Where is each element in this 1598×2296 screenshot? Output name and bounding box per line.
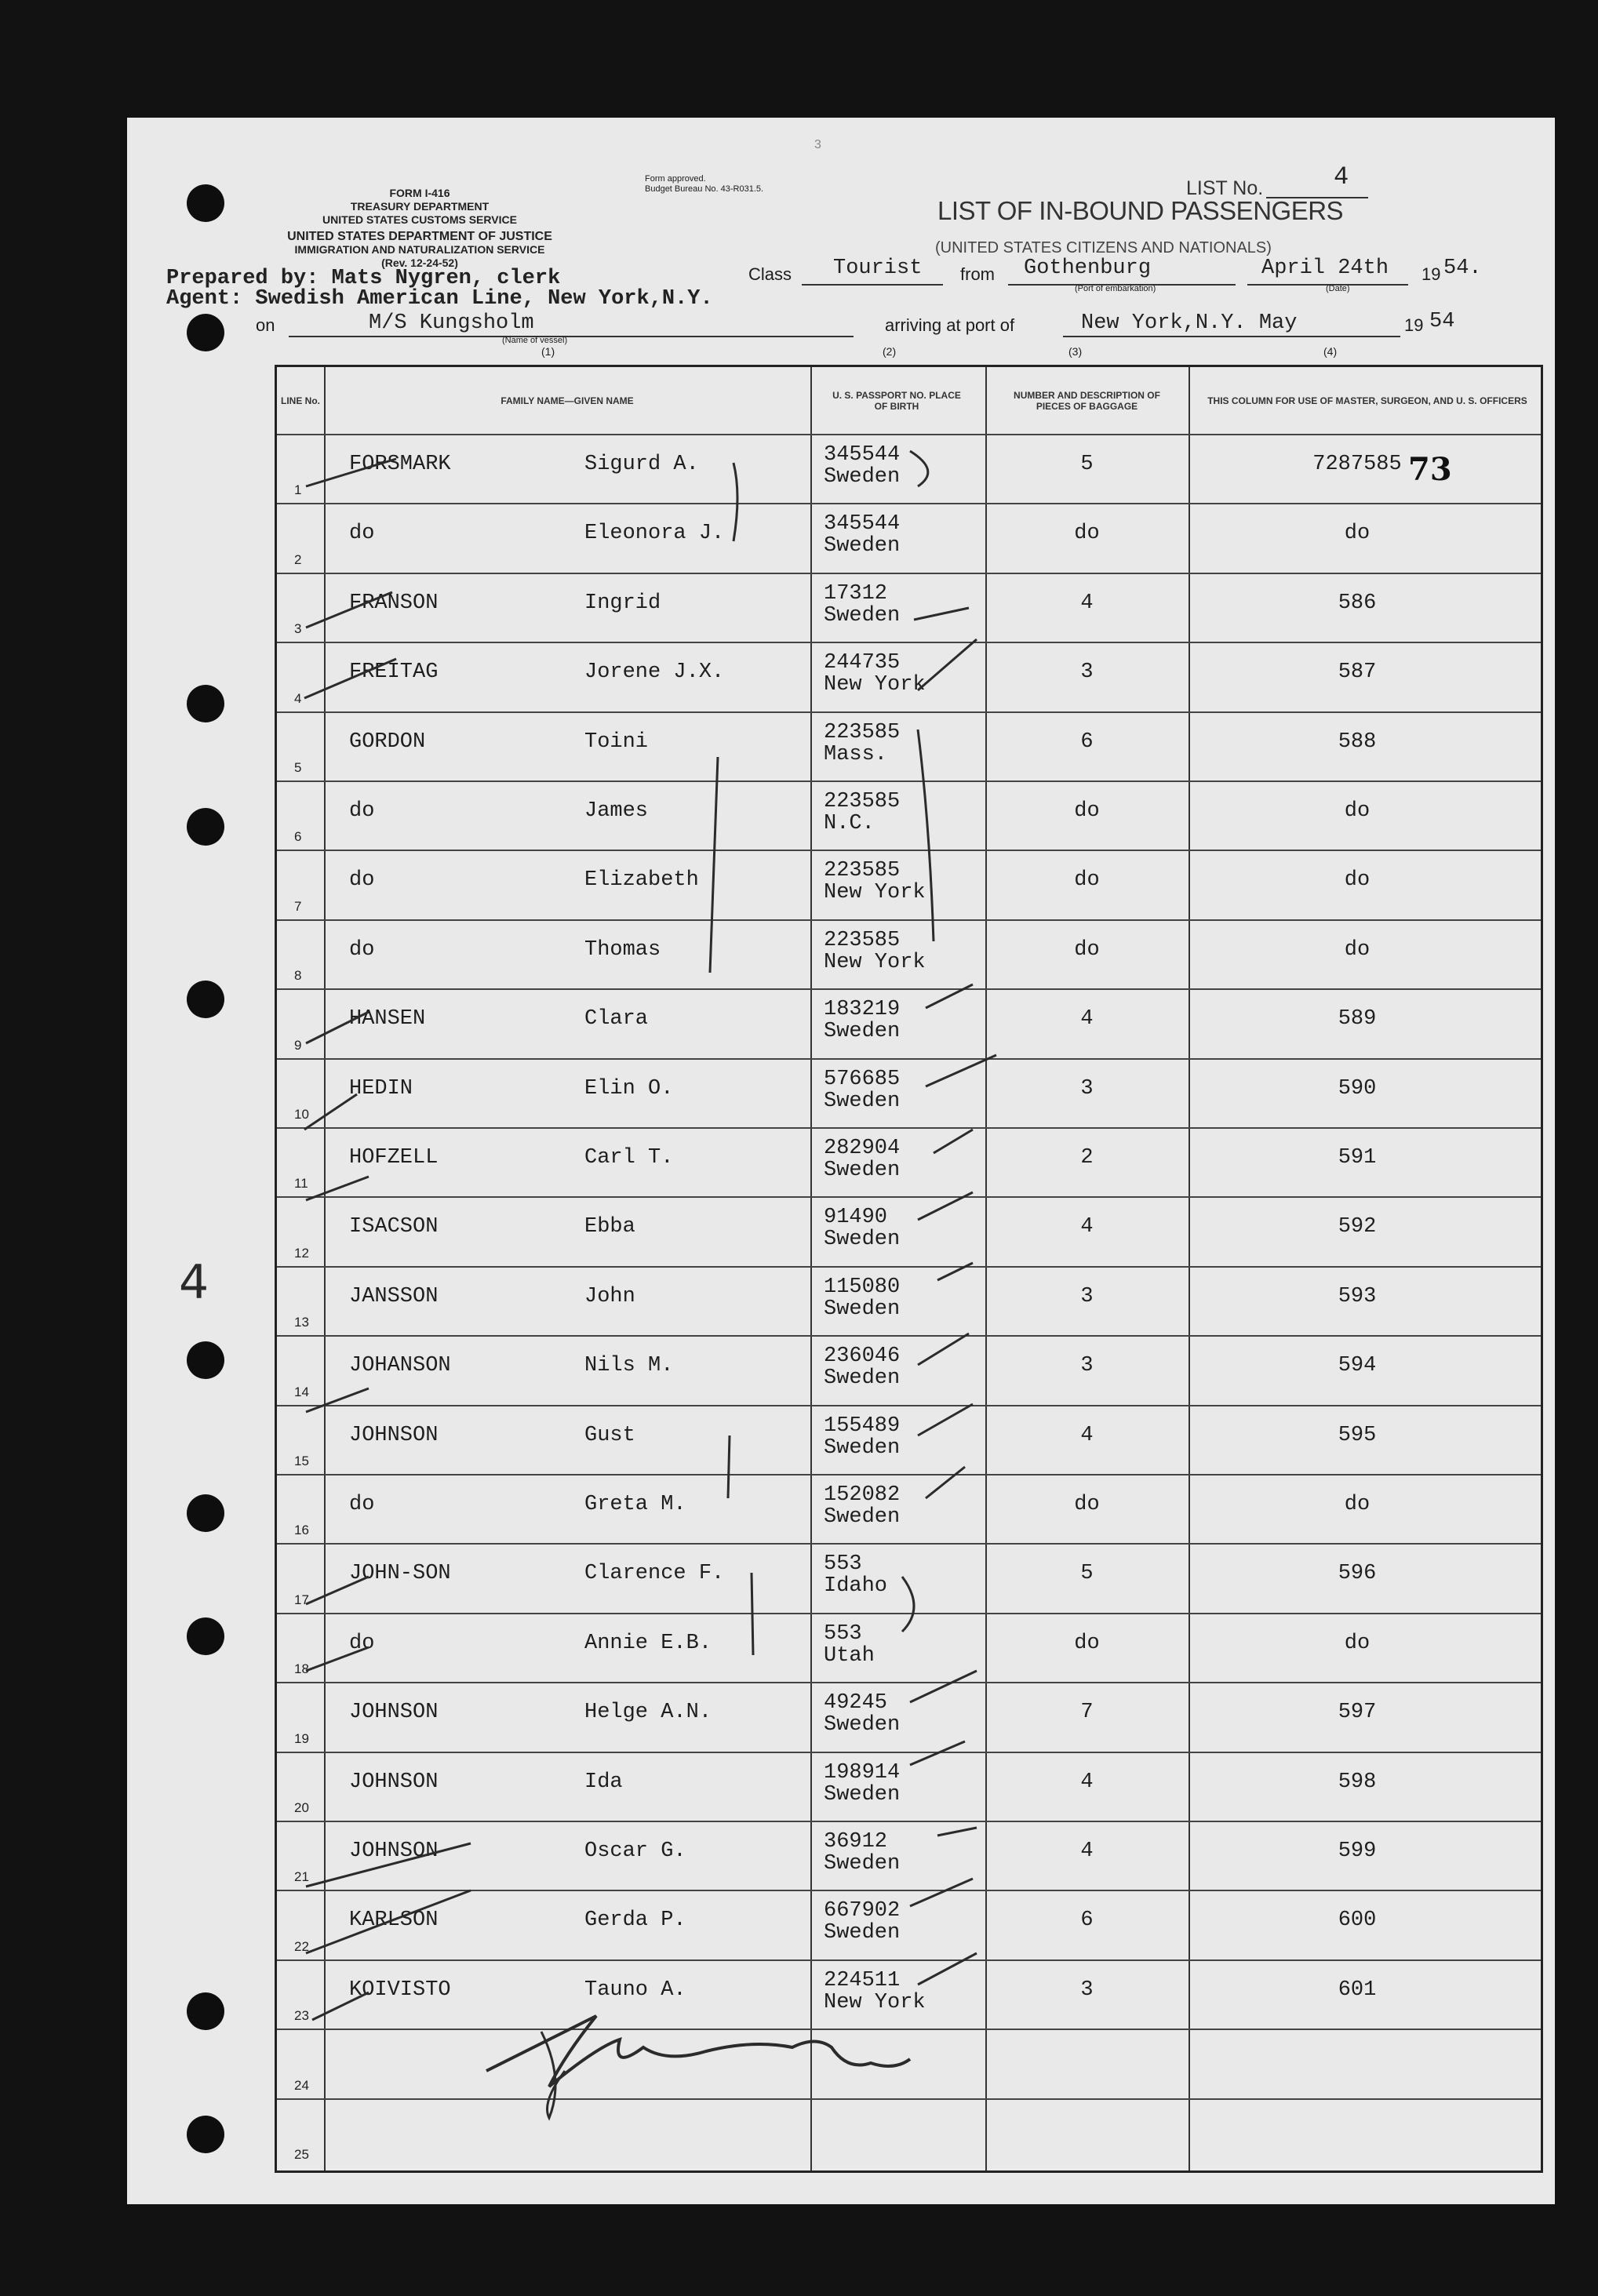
col-header-passport: U. S. PASSPORT NO. PLACE OF BIRTH: [832, 389, 961, 412]
line-number: 12: [294, 1245, 309, 1261]
given-name: Thomas: [584, 937, 661, 962]
officer-number: do: [1344, 868, 1370, 893]
page-mark: 3: [814, 138, 821, 151]
officer-number: do: [1344, 522, 1370, 546]
line-number: 20: [294, 1799, 309, 1815]
birthplace: Sweden: [824, 1852, 901, 1876]
col-ref-1: (1): [541, 345, 555, 358]
passport-number: 282904: [824, 1137, 901, 1160]
arriving-label: arriving at port of: [885, 315, 1015, 335]
baggage-count: do: [1074, 868, 1100, 893]
passport-number: 223585: [824, 720, 901, 744]
check-mark: [926, 1055, 996, 1086]
birthplace: Sweden: [824, 1089, 901, 1113]
bracket-mark: [902, 1577, 914, 1632]
bracket-mark: [918, 730, 934, 941]
baggage-count: 7: [1080, 1701, 1094, 1725]
given-name: Toini: [584, 730, 649, 754]
given-name: James: [584, 799, 649, 823]
family-name: JOHANSON: [349, 1354, 451, 1378]
officer-number: 595: [1338, 1423, 1377, 1447]
officer-number: 596: [1338, 1562, 1377, 1586]
passport-number: 17312: [824, 581, 888, 606]
arrival-year-suffix: 54: [1429, 310, 1455, 333]
check-mark: [918, 1334, 969, 1365]
line-number: 4: [294, 690, 302, 706]
family-name: KARLSON: [349, 1908, 439, 1933]
margin-mark: 4: [179, 1255, 209, 1310]
from-value: Gothenburg: [1024, 257, 1152, 280]
customs-service: UNITED STATES CUSTOMS SERVICE: [322, 213, 517, 226]
birthplace: Sweden: [824, 1366, 901, 1391]
officer-number: do: [1344, 937, 1370, 962]
check-mark: [918, 1404, 973, 1435]
birthplace: Mass.: [824, 742, 888, 766]
passport-number: 223585: [824, 790, 901, 813]
officer-number: 601: [1338, 1978, 1377, 2002]
given-name: Gerda P.: [584, 1908, 686, 1933]
line-number: 6: [294, 829, 302, 845]
family-name: KOIVISTO: [349, 1978, 451, 2002]
passport-number: 244735: [824, 651, 901, 675]
col-ref-3: (3): [1068, 345, 1083, 358]
bracket-mark: [710, 757, 718, 973]
passport-number: 223585: [824, 928, 901, 952]
passport-number: 49245: [824, 1691, 888, 1716]
officer-number: 600: [1338, 1908, 1377, 1933]
check-mark: [918, 1192, 973, 1220]
family-name: HOFZELL: [349, 1146, 439, 1170]
list-no-label: LIST No.: [1186, 177, 1264, 199]
date-caption: (Date): [1326, 284, 1350, 293]
arrival-year-prefix: 19: [1404, 315, 1424, 335]
line-number: 24: [294, 2077, 309, 2093]
family-name: JOHNSON: [349, 1839, 439, 1863]
strike-mark: [306, 459, 396, 486]
check-mark: [937, 1263, 973, 1280]
strike-mark: [306, 1577, 369, 1604]
check-mark: [910, 1879, 973, 1906]
family-name: JOHNSON: [349, 1770, 439, 1794]
baggage-count: 4: [1080, 1770, 1094, 1794]
form-approved-text: Form approved.: [645, 174, 706, 184]
birthplace: Sweden: [824, 1297, 901, 1321]
given-name: Helge A.N.: [584, 1701, 712, 1725]
officer-number: 593: [1338, 1284, 1377, 1308]
strike-mark: [306, 1890, 471, 1953]
bracket-mark: [728, 1435, 730, 1498]
passport-number: 667902: [824, 1899, 901, 1923]
birthplace: Sweden: [824, 1228, 901, 1252]
baggage-count: do: [1074, 1631, 1100, 1655]
check-mark: [934, 1130, 973, 1153]
budget-bureau: Budget Bureau No. 43-R031.5.: [645, 184, 764, 194]
family-name: do: [349, 1631, 375, 1655]
arrival-value: New York,N.Y. May: [1081, 311, 1298, 335]
line-number: 25: [294, 2146, 309, 2162]
baggage-count: do: [1074, 799, 1100, 823]
year-suffix: 54.: [1443, 257, 1482, 280]
birthplace: Sweden: [824, 1435, 901, 1460]
passport-number: 345544: [824, 443, 901, 467]
family-name: do: [349, 868, 375, 893]
line-number: 18: [294, 1661, 309, 1677]
passport-number: 224511: [824, 1968, 901, 1992]
baggage-count: 3: [1080, 660, 1094, 685]
birthplace: Sweden: [824, 1020, 901, 1044]
from-label: from: [960, 264, 995, 284]
line-number: 7: [294, 898, 302, 914]
given-name: Elizabeth: [584, 868, 699, 893]
given-name: Clarence F.: [584, 1562, 725, 1586]
bracket-mark: [910, 451, 928, 486]
given-name: Nils M.: [584, 1354, 674, 1378]
baggage-count: 5: [1080, 453, 1094, 476]
class-label: Class: [748, 264, 792, 284]
passport-number: 345544: [824, 512, 901, 537]
year-prefix: 19: [1421, 264, 1441, 284]
baggage-count: 3: [1080, 1076, 1094, 1101]
birthplace: Sweden: [824, 1713, 901, 1737]
strike-mark: [306, 1388, 369, 1412]
officer-number: do: [1344, 1493, 1370, 1516]
line-number: 21: [294, 1869, 309, 1885]
treasury-dept: TREASURY DEPARTMENT: [350, 200, 490, 213]
strike-mark: [304, 1094, 357, 1130]
passport-number: 183219: [824, 998, 901, 1022]
given-name: Jorene J.X.: [584, 660, 725, 685]
given-name: Clara: [584, 1007, 649, 1032]
justice-dept: UNITED STATES DEPARTMENT OF JUSTICE: [287, 230, 552, 243]
officer-number: 7287585: [1312, 453, 1402, 476]
birthplace: Sweden: [824, 1921, 901, 1945]
officer-number: 586: [1338, 591, 1377, 615]
page-title: LIST OF IN-BOUND PASSENGERS: [937, 196, 1344, 225]
line-number: 8: [294, 968, 302, 984]
col-header-line-no: LINE No.: [281, 395, 320, 406]
baggage-count: 2: [1080, 1146, 1094, 1170]
given-name: Ida: [584, 1770, 623, 1794]
birthplace: New York: [824, 1990, 926, 2014]
line-number: 23: [294, 2008, 309, 2024]
given-name: Eleonora J.: [584, 522, 725, 546]
line-number: 13: [294, 1315, 309, 1330]
line-number: 9: [294, 1037, 302, 1053]
family-name: do: [349, 522, 375, 546]
check-mark: [914, 608, 969, 620]
passport-number: 155489: [824, 1414, 901, 1438]
birthplace: N.C.: [824, 812, 875, 835]
strike-mark: [312, 1992, 369, 2020]
baggage-count: 3: [1080, 1284, 1094, 1308]
vessel-caption: (Name of vessel): [502, 336, 568, 345]
family-name: JOHNSON: [349, 1423, 439, 1447]
given-name: Carl T.: [584, 1146, 674, 1170]
strike-mark: [306, 1177, 369, 1200]
bracket-mark: [733, 463, 737, 541]
agent: Agent: Swedish American Line, New York,N.Y.: [166, 287, 713, 311]
passport-number: 553: [824, 1621, 862, 1646]
family-name: HEDIN: [349, 1076, 413, 1101]
family-name: GORDON: [349, 730, 426, 754]
family-name: FORSMARK: [349, 453, 451, 476]
check-mark: [926, 984, 973, 1008]
list-no-value: 4: [1334, 162, 1349, 191]
bracket-mark: [752, 1573, 753, 1655]
col-ref-2: (2): [883, 345, 897, 358]
vessel-name: M/S Kungsholm: [369, 311, 534, 335]
passport-number: 576685: [824, 1067, 901, 1091]
birthplace: Sweden: [824, 465, 901, 489]
birthplace: New York: [824, 673, 926, 697]
officer-number: do: [1344, 799, 1370, 823]
family-name: FRANSON: [349, 591, 439, 615]
birthplace: New York: [824, 950, 926, 974]
baggage-count: do: [1074, 937, 1100, 962]
line-number: 5: [294, 759, 302, 775]
passport-number: 91490: [824, 1206, 888, 1230]
family-name: JANSSON: [349, 1284, 439, 1308]
baggage-count: do: [1074, 522, 1100, 546]
officer-number: 587: [1338, 660, 1377, 685]
check-mark: [918, 639, 977, 690]
on-label: on: [256, 315, 275, 335]
stamp-number: 73: [1408, 451, 1452, 488]
baggage-count: 4: [1080, 591, 1094, 615]
signature: [541, 2032, 565, 2118]
passport-number: 36912: [824, 1830, 888, 1854]
given-name: Sigurd A.: [584, 453, 699, 476]
form-number: FORM I-416: [389, 187, 450, 199]
line-number: 11: [294, 1176, 308, 1192]
given-name: Oscar G.: [584, 1839, 686, 1863]
line-number: 2: [294, 551, 302, 567]
passport-number: 223585: [824, 859, 901, 883]
family-name: JOHN-SON: [349, 1562, 451, 1586]
officer-number: 594: [1338, 1354, 1377, 1378]
officer-number: 588: [1338, 730, 1377, 754]
baggage-count: 5: [1080, 1562, 1094, 1586]
line-number: 19: [294, 1730, 309, 1746]
baggage-count: 4: [1080, 1839, 1094, 1863]
date-value: April 24th: [1261, 257, 1389, 280]
family-name: do: [349, 1493, 375, 1516]
line-number: 15: [294, 1453, 309, 1468]
page-subtitle: (UNITED STATES CITIZENS AND NATIONALS): [935, 239, 1272, 257]
baggage-count: 4: [1080, 1007, 1094, 1032]
passport-number: 115080: [824, 1275, 901, 1299]
family-name: do: [349, 937, 375, 962]
baggage-count: 6: [1080, 1908, 1094, 1933]
family-name: ISACSON: [349, 1215, 439, 1239]
baggage-count: 4: [1080, 1423, 1094, 1447]
baggage-count: 6: [1080, 730, 1094, 754]
baggage-count: 3: [1080, 1354, 1094, 1378]
prepared-by: Prepared by: Mats Nygren, clerk: [166, 267, 561, 290]
birthplace: Utah: [824, 1643, 875, 1668]
family-name: do: [349, 799, 375, 823]
strike-mark: [306, 592, 392, 628]
family-name: HANSEN: [349, 1007, 426, 1032]
strike-mark: [306, 1647, 369, 1671]
port-caption: (Port of embarkation): [1075, 284, 1156, 293]
given-name: Elin O.: [584, 1076, 674, 1101]
birthplace: Sweden: [824, 1505, 901, 1529]
check-mark: [937, 1828, 977, 1836]
line-number: 10: [294, 1106, 309, 1122]
line-number: 22: [294, 1938, 309, 1954]
passport-number: 236046: [824, 1344, 901, 1369]
strike-mark: [306, 1012, 369, 1043]
line-number: 3: [294, 621, 302, 637]
birthplace: Sweden: [824, 1159, 901, 1182]
given-name: Greta M.: [584, 1493, 686, 1516]
family-name: FREITAG: [349, 660, 439, 685]
col-header-name: FAMILY NAME—GIVEN NAME: [501, 395, 634, 406]
col-header-officers: THIS COLUMN FOR USE OF MASTER, SURGEON, AND U. S. OFFICERS: [1207, 395, 1527, 406]
given-name: Ebba: [584, 1215, 635, 1239]
check-mark: [918, 1953, 977, 1985]
passport-number: 553: [824, 1552, 862, 1577]
officer-number: 589: [1338, 1007, 1377, 1032]
birthplace: Idaho: [824, 1574, 888, 1599]
officer-number: 598: [1338, 1770, 1377, 1794]
class-value: Tourist: [833, 257, 923, 280]
birthplace: New York: [824, 881, 926, 905]
line-number: 17: [294, 1592, 309, 1607]
line-number: 14: [294, 1384, 309, 1399]
officer-number: 590: [1338, 1076, 1377, 1101]
birthplace: Sweden: [824, 603, 901, 628]
check-mark: [926, 1467, 965, 1498]
birthplace: Sweden: [824, 1782, 901, 1807]
family-name: JOHNSON: [349, 1701, 439, 1725]
passport-number: 152082: [824, 1483, 901, 1507]
officer-number: do: [1344, 1631, 1370, 1655]
given-name: Ingrid: [584, 591, 661, 615]
birthplace: Sweden: [824, 534, 901, 559]
line-number: 16: [294, 1523, 309, 1538]
given-name: Annie E.B.: [584, 1631, 712, 1655]
passport-number: 198914: [824, 1760, 901, 1785]
officer-number: 597: [1338, 1701, 1377, 1725]
given-name: John: [584, 1284, 635, 1308]
revision: (Rev. 12-24-52): [381, 257, 458, 269]
baggage-count: 3: [1080, 1978, 1094, 2002]
strike-mark: [306, 1839, 471, 1887]
given-name: Tauno A.: [584, 1978, 686, 2002]
baggage-count: do: [1074, 1493, 1100, 1516]
officer-number: 592: [1338, 1215, 1377, 1239]
col-header-baggage: NUMBER AND DESCRIPTION OF PIECES OF BAGGAGE: [1014, 389, 1160, 412]
check-mark: [910, 1671, 977, 1702]
officer-number: 591: [1338, 1146, 1377, 1170]
officer-number: 599: [1338, 1839, 1377, 1863]
baggage-count: 4: [1080, 1215, 1094, 1239]
given-name: Gust: [584, 1423, 635, 1447]
ins: IMMIGRATION AND NATURALIZATION SERVICE: [294, 243, 545, 256]
check-mark: [910, 1741, 965, 1765]
col-ref-4: (4): [1323, 345, 1338, 358]
line-number: 1: [294, 482, 302, 498]
strike-mark: [304, 659, 396, 698]
